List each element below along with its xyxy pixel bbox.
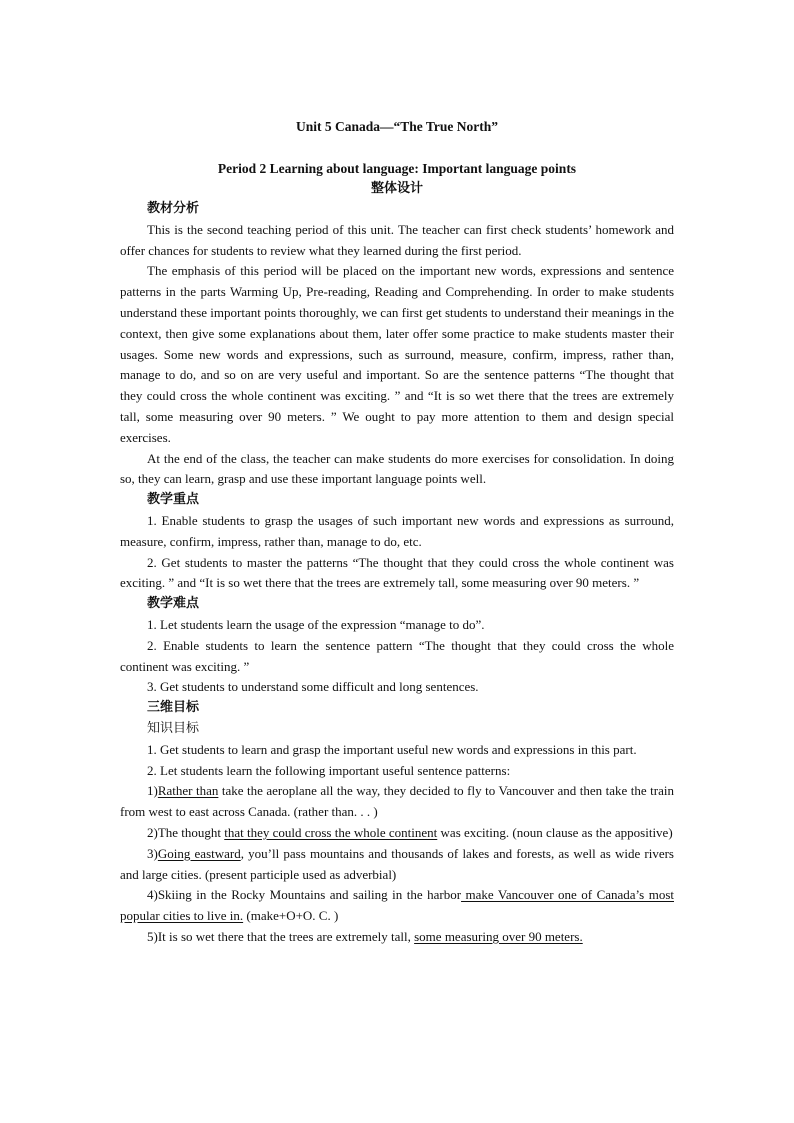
unit-title: Unit 5 Canada—“The True North” xyxy=(295,119,499,134)
pattern-text: 5)It is so wet there that the trees are extremely tall, xyxy=(147,928,415,944)
analysis-paragraph-3: At the end of the class, the teacher can make students do more exercises for consolidation. In doing so, they can learn, grasp and use these important language points well. xyxy=(120,450,674,487)
pattern-underlined-text: Rather than xyxy=(157,783,219,799)
pattern-text: (make+O+O. C. ) xyxy=(243,908,339,924)
pattern-text: 4)Skiing in the Rocky Mountains and sailing in the harbor xyxy=(147,887,462,903)
key-points-heading: 教学重点 xyxy=(147,492,200,508)
pattern-text: 3) xyxy=(147,845,158,861)
pattern-underlined-text: Going eastward xyxy=(157,845,241,861)
pattern-text: , you’ll pass mountains and thousands of lakes and forests, as well as wide rivers and large cities. (present participle used as adverbial) xyxy=(120,845,674,882)
pattern-text: take the aeroplane all the way, they decided to fly to Vancouver and then take the train from west to east across Canada. (rather than. . . ) xyxy=(120,783,674,820)
objectives-heading: 三维目标 xyxy=(147,700,200,716)
sentence-pattern-1 xyxy=(120,781,674,823)
sentence-pattern-3 xyxy=(120,844,674,886)
key-point-1: 1. Enable students to grasp the usages of such important new words and expressions as surround, measure, confirm, impress, rather than, manage to do, etc. xyxy=(120,512,674,549)
sentence-pattern-4 xyxy=(120,885,674,927)
period-title: Period 2 Learning about language: Important language points xyxy=(217,161,577,176)
knowledge-objectives-heading: 知识目标 xyxy=(147,720,200,736)
pattern-text: 2)The thought xyxy=(147,824,225,840)
difficulty-1: 1. Let students learn the usage of the expression “manage to do”. xyxy=(147,616,485,632)
sentence-pattern-5 xyxy=(120,927,674,948)
sentence-pattern-2 xyxy=(120,823,674,844)
objective-2: 2. Let students learn the following important useful sentence patterns: xyxy=(147,762,511,778)
pattern-text: was exciting. (noun clause as the appositive) xyxy=(437,824,673,840)
analysis-paragraph-1: This is the second teaching period of this unit. The teacher can first check students’ homework and offer chances for students to review what they learned during the first period. xyxy=(120,221,674,258)
pattern-underlined-text: some measuring over 90 meters. xyxy=(414,928,583,944)
key-point-2: 2. Get students to master the patterns “The thought that they could cross the whole continent was exciting. ” and “It is so wet there that the trees are extremely tall, some measuring over 90 meters. ” xyxy=(120,554,674,591)
difficulties-heading: 教学难点 xyxy=(147,596,200,612)
difficulty-2: 2. Enable students to learn the sentence pattern “The thought that they could cross the whole continent was exciting. ” xyxy=(120,637,674,674)
pattern-underlined-text: make Vancouver one of Canada’s most popular cities to live in. xyxy=(120,887,674,924)
analysis-heading: 教材分析 xyxy=(147,201,200,216)
difficulty-3: 3. Get students to understand some difficult and long sentences. xyxy=(147,679,479,695)
objective-1: 1. Get students to learn and grasp the important useful new words and expressions in this part. xyxy=(147,741,637,757)
pattern-text: 1) xyxy=(147,783,158,799)
overall-design-title: 整体设计 xyxy=(370,181,423,196)
pattern-underlined-text: that they could cross the whole continent xyxy=(224,824,438,840)
analysis-paragraph-2: The emphasis of this period will be placed on the important new words, expressions and sentence patterns in the parts Warming Up, Pre-reading, Reading and Comprehending. In order to make students understand these important points thoroughly, we can first get students to understand their meanings in the context, then give some explanations about them, later offer some practice to make students master their usages. Some new words and expressions, such as surround, measure, confirm, impress, rather than, manage to do, and so on are very useful and important. So are the sentence patterns “The thought that they could cross the whole continent was exciting. ” and “It is so wet there that the trees are extremely tall, some measuring over 90 meters. ” We ought to pay more attention to them and design special exercises. xyxy=(120,263,674,445)
